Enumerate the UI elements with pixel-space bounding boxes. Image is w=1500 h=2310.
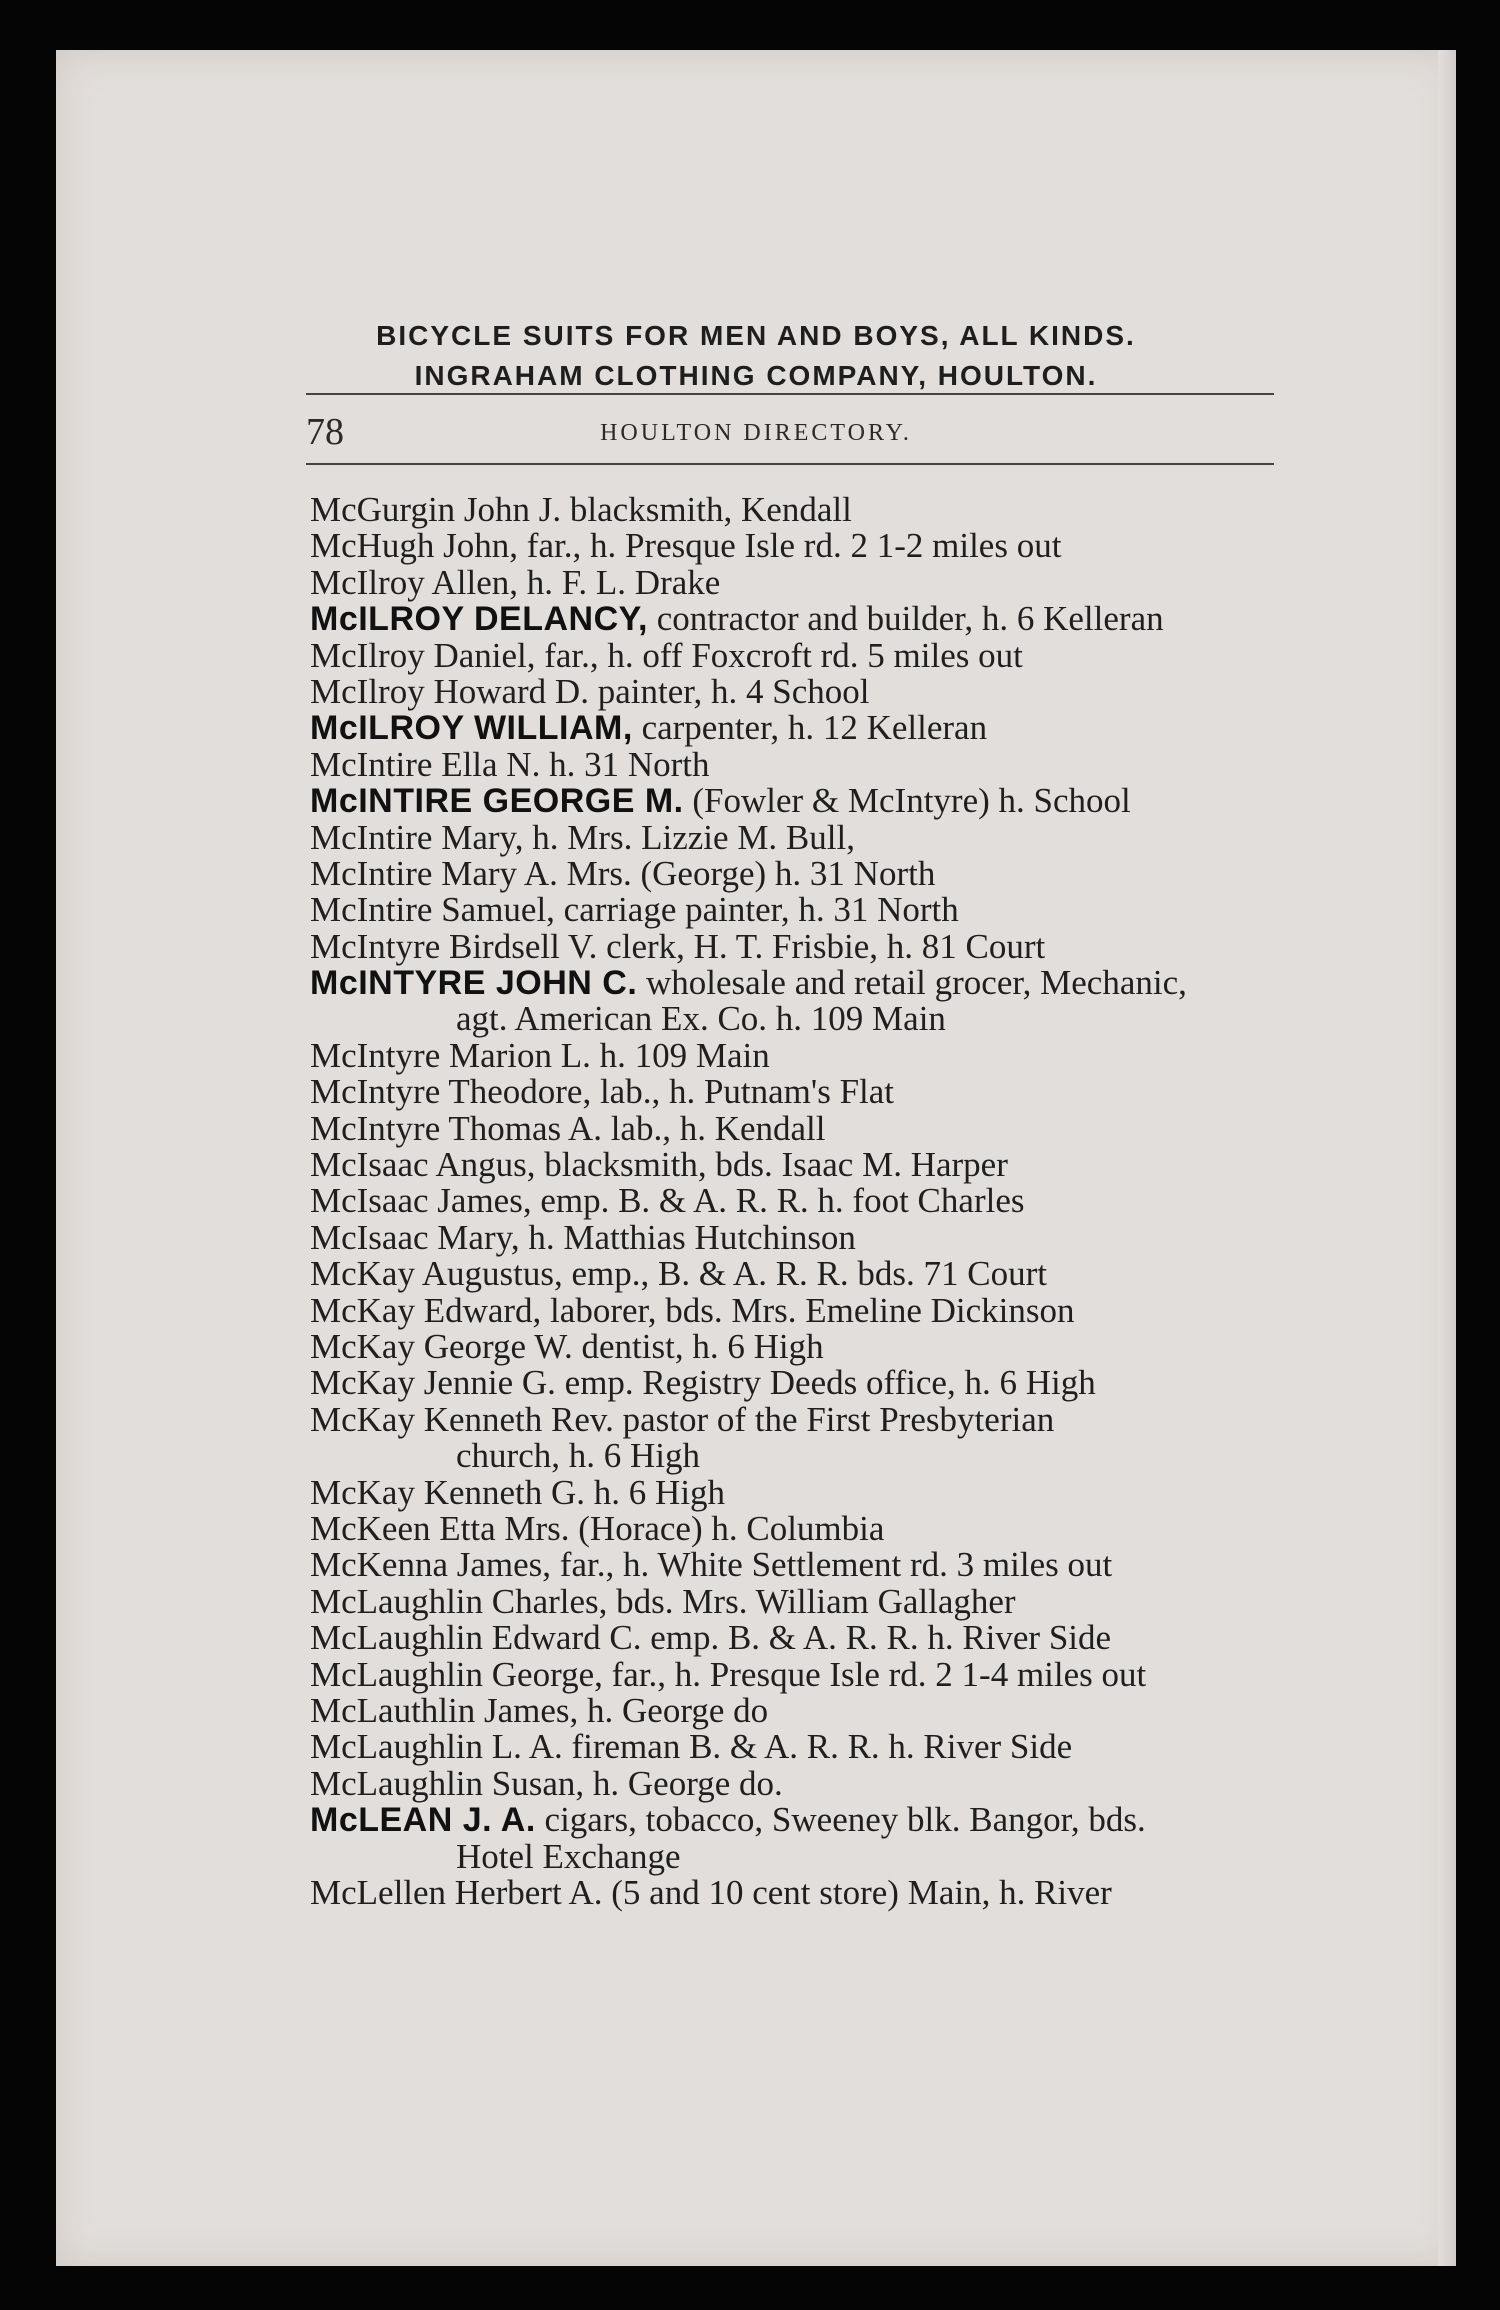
directory-entry xyxy=(310,528,1290,564)
directory-page xyxy=(56,50,1456,2266)
entry-text: McLellen Herbert A. (5 and 10 cent store) Main, h. River xyxy=(310,1872,1112,1912)
entry-continuation: church, h. 6 High xyxy=(456,1436,700,1476)
directory-entry xyxy=(310,1183,1290,1219)
directory-entry xyxy=(310,635,1290,675)
entry-text: McKeen Etta Mrs. (Horace) h. Columbia xyxy=(310,1508,885,1548)
entry-text: McLauthlin James, h. George do xyxy=(310,1690,769,1730)
entry-text: McIlroy Daniel, far., h. off Foxcroft rd. 5 miles out xyxy=(310,635,1023,675)
entry-text: McKay Augustus, emp., B. & A. R. R. bds. 71 Court xyxy=(310,1254,1047,1294)
entry-text: McHugh John, far., h. Presque Isle rd. 2 1-2 miles out xyxy=(310,526,1062,566)
header-rule-bottom xyxy=(306,463,1274,465)
directory-entry xyxy=(310,671,1290,711)
directory-entry xyxy=(310,744,1290,784)
entry-text: McLaughlin Charles, bds. Mrs. William Gallagher xyxy=(310,1581,1016,1621)
entry-text: McIsaac Mary, h. Matthias Hutchinson xyxy=(310,1217,856,1257)
entry-text: McIsaac James, emp. B. & A. R. R. h. foot Charles xyxy=(310,1181,1025,1221)
directory-entry xyxy=(310,1690,1290,1730)
entry-continuation: agt. American Ex. Co. h. 109 Main xyxy=(456,999,946,1039)
entry-text: McLaughlin Edward C. emp. B. & A. R. R. h. River Side xyxy=(310,1618,1112,1658)
entry-bold-name: McLEAN J. A. xyxy=(310,1801,536,1840)
entry-text: McKay Jennie G. emp. Registry Deeds office, h. 6 High xyxy=(310,1363,1096,1403)
directory-entry xyxy=(310,710,1290,746)
entry-text: McKay Kenneth G. h. 6 High xyxy=(310,1472,726,1512)
directory-entry xyxy=(310,1547,1290,1583)
directory-entry xyxy=(310,1329,1290,1365)
directory-entry xyxy=(310,1290,1290,1330)
entry-text: McIsaac Angus, blacksmith, bds. Isaac M. Harper xyxy=(310,1145,1008,1185)
directory-entry xyxy=(310,562,1290,602)
entry-bold-name: McILROY DELANCY, xyxy=(310,600,648,639)
directory-entry xyxy=(310,1035,1290,1075)
entry-text: McKay Edward, laborer, bds. Mrs. Emeline Dickinson xyxy=(310,1290,1075,1330)
entry-text: contractor and builder, h. 6 Kelleran xyxy=(647,599,1164,639)
entry-text: McIntyre Thomas A. lab., h. Kendall xyxy=(310,1108,826,1148)
page-number: 78 xyxy=(306,411,344,453)
entry-text: McKenna James, far., h. White Settlement rd. 3 miles out xyxy=(310,1545,1113,1585)
directory-entry xyxy=(310,817,1290,857)
advertisement-line-1: BICYCLE SUITS FOR MEN AND BOYS, ALL KINDS. xyxy=(376,320,1136,351)
entry-bold-name: McILROY WILLIAM, xyxy=(310,709,633,748)
directory-entry xyxy=(310,1620,1290,1656)
directory-entry xyxy=(310,1654,1290,1694)
entry-text: McIntire Mary, h. Mrs. Lizzie M. Bull, xyxy=(310,817,855,857)
directory-entry xyxy=(310,1763,1290,1803)
directory-entry xyxy=(310,892,1290,928)
advertisement-line-2: INGRAHAM CLOTHING COMPANY, HOULTON. xyxy=(414,360,1098,391)
directory-entry xyxy=(310,1399,1290,1476)
directory-entry xyxy=(310,1729,1290,1765)
directory-entry xyxy=(310,1147,1290,1183)
entry-text: cigars, tobacco, Sweeney blk. Bangor, bds. xyxy=(535,1800,1146,1840)
entry-text: McIntire Mary A. Mrs. (George) h. 31 North xyxy=(310,853,936,893)
directory-entry xyxy=(310,601,1290,637)
entry-bold-name: McINTIRE GEORGE M. xyxy=(310,782,684,821)
directory-entry xyxy=(310,1472,1290,1512)
directory-entry xyxy=(310,1365,1290,1401)
entry-text: wholesale and retail grocer, Mechanic, xyxy=(637,963,1187,1003)
entry-text: carpenter, h. 12 Kelleran xyxy=(632,708,988,748)
entry-text: McIlroy Howard D. painter, h. 4 School xyxy=(310,671,870,711)
entry-continuation: Hotel Exchange xyxy=(456,1836,681,1876)
entry-text: McIntyre Theodore, lab., h. Putnam's Flat xyxy=(310,1072,895,1112)
entry-text: McIntire Ella N. h. 31 North xyxy=(310,744,710,784)
directory-entry xyxy=(310,783,1290,819)
directory-entry xyxy=(310,1256,1290,1292)
directory-entry xyxy=(310,1581,1290,1621)
directory-entry xyxy=(310,926,1290,966)
entry-text: McLaughlin George, far., h. Presque Isle rd. 2 1-4 miles out xyxy=(310,1654,1147,1694)
entry-text: McLaughlin Susan, h. George do. xyxy=(310,1763,783,1803)
entry-text: McIntyre Marion L. h. 109 Main xyxy=(310,1035,770,1075)
header-rule-top xyxy=(306,393,1274,395)
entry-text: McLaughlin L. A. fireman B. & A. R. R. h. River Side xyxy=(310,1727,1073,1767)
directory-entry xyxy=(310,1872,1290,1912)
entry-text: McKay Kenneth Rev. pastor of the First Presbyterian xyxy=(310,1399,1055,1439)
entry-text: McIlroy Allen, h. F. L. Drake xyxy=(310,562,721,602)
directory-entry xyxy=(310,1802,1290,1875)
directory-entry xyxy=(310,492,1290,528)
entry-text: McKay George W. dentist, h. 6 High xyxy=(310,1327,824,1366)
directory-entry xyxy=(310,853,1290,893)
entry-text: (Fowler & McIntyre) h. School xyxy=(683,781,1131,821)
directory-entry xyxy=(310,1108,1290,1148)
directory-entry xyxy=(310,1508,1290,1548)
directory-entry xyxy=(310,1074,1290,1110)
running-title: HOULTON DIRECTORY. xyxy=(600,420,912,446)
entry-text: McIntyre Birdsell V. clerk, H. T. Frisbie, h. 81 Court xyxy=(310,926,1046,966)
directory-entries xyxy=(310,492,1290,1911)
entry-bold-name: McINTYRE JOHN C. xyxy=(310,964,638,1003)
entry-text: McIntire Samuel, carriage painter, h. 31 North xyxy=(310,890,959,930)
entry-text: McGurgin John J. blacksmith, Kendall xyxy=(310,490,852,529)
directory-entry xyxy=(310,1217,1290,1257)
directory-entry xyxy=(310,965,1290,1038)
